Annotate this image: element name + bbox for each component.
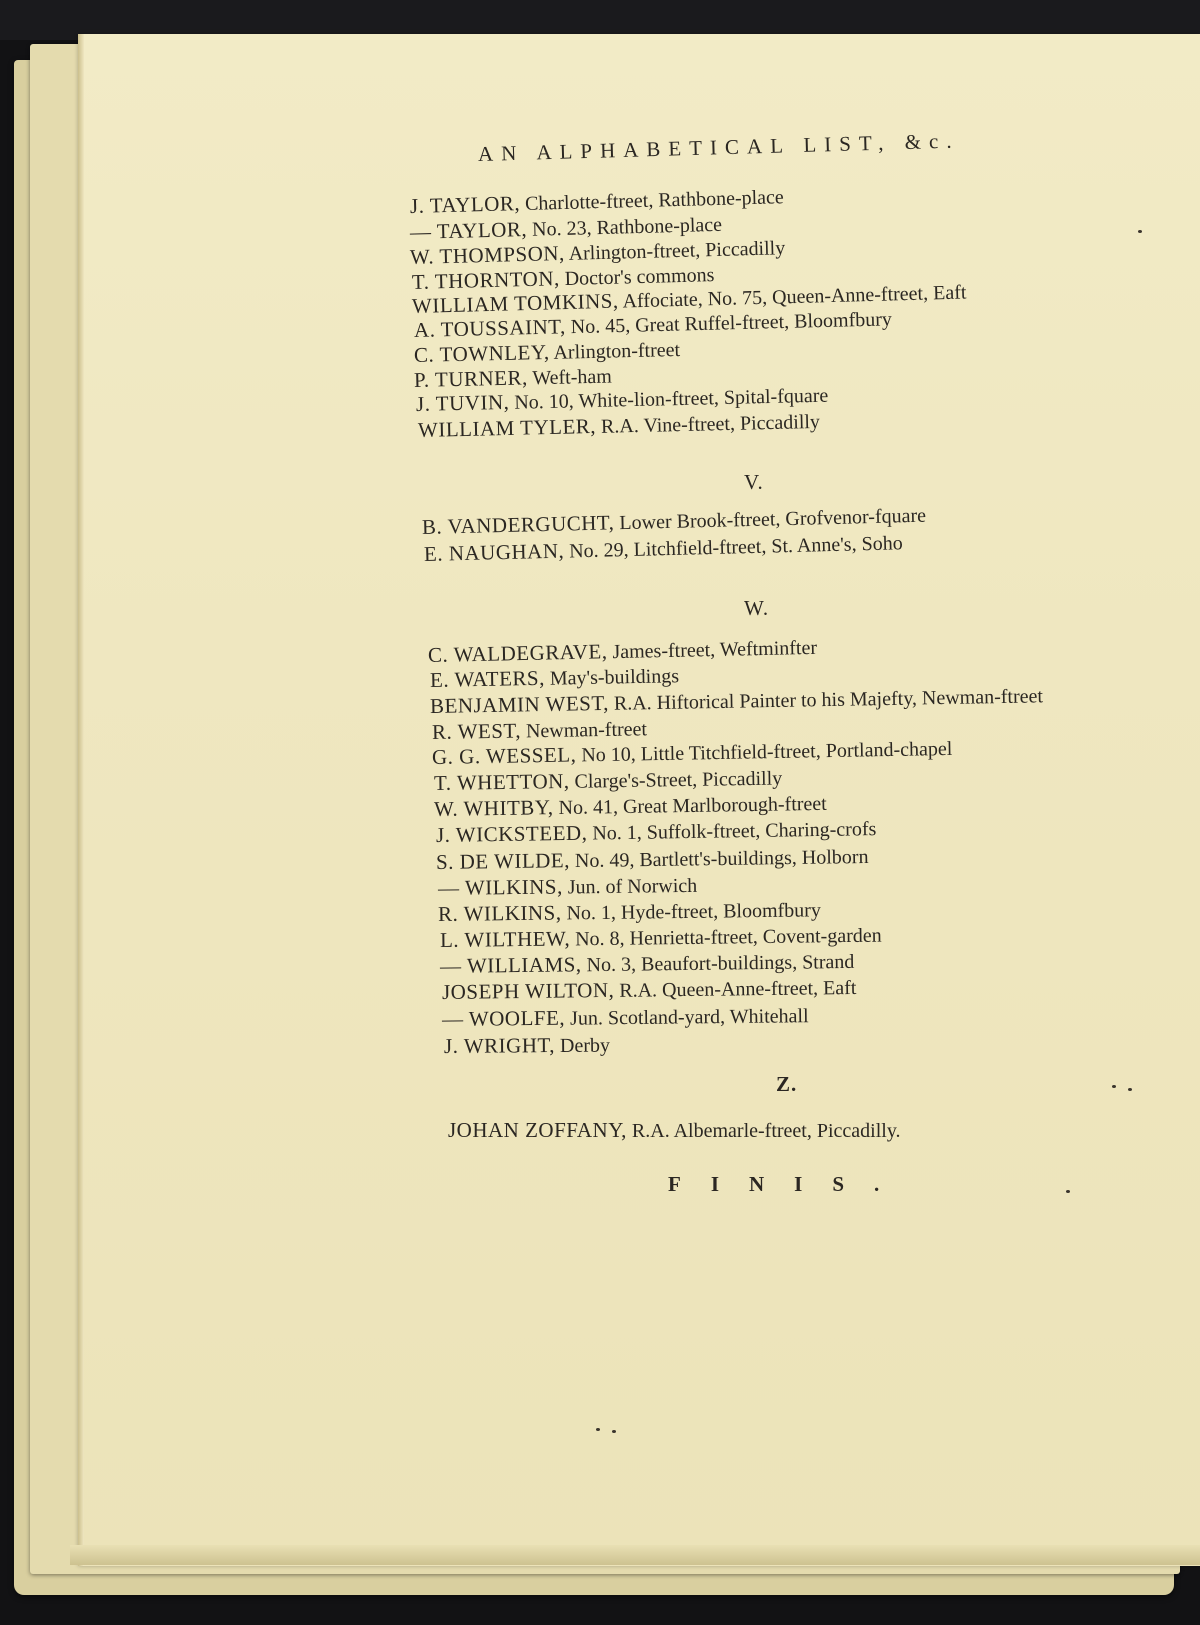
paper-speck	[1066, 1190, 1070, 1193]
entry-name: T. THORNTON,	[411, 266, 561, 294]
entry-name: S. DE WILDE,	[435, 848, 571, 874]
page-edge	[78, 34, 84, 1566]
finis-mark: FINIS.	[668, 1172, 910, 1196]
running-header: AN ALPHABETICAL LIST, &c.	[477, 128, 960, 166]
entry-name: J. TUVIN,	[415, 389, 510, 416]
entry-name: E. NAUGHAN,	[423, 538, 565, 566]
paper-speck	[596, 1428, 600, 1431]
entry-name: W. WHITBY,	[433, 795, 554, 821]
list-entry	[430, 663, 679, 693]
entry-name: — WOOLFE,	[441, 1005, 566, 1031]
entry-address: Arlington-ftreet, Piccadilly	[568, 237, 786, 265]
paper-speck	[1128, 1088, 1132, 1091]
entry-name: G. G. WESSEL,	[431, 742, 577, 769]
entry-address: Weft-ham	[532, 365, 613, 390]
list-entry	[440, 949, 855, 979]
entry-address: Charlotte-ftreet, Rathbone-place	[524, 186, 785, 215]
paper-speck	[1138, 230, 1142, 233]
entry-name: R. WILKINS,	[437, 900, 562, 926]
entry-address: Jun. of Norwich	[567, 874, 698, 899]
entry-name: — WILLIAMS,	[439, 952, 582, 978]
entry-name: — TAYLOR,	[409, 216, 528, 244]
section-letter-w: W.	[744, 596, 770, 620]
entry-name: T. WHETTON,	[433, 768, 570, 795]
entry-name: J. TAYLOR,	[409, 191, 521, 218]
paper-speck	[1112, 1085, 1116, 1088]
list-entry	[432, 716, 647, 745]
entry-name: P. TURNER,	[413, 365, 528, 392]
entry-name: A. TOUSSAINT,	[413, 314, 567, 342]
entry-name: — WILKINS,	[437, 874, 563, 900]
entry-address: Derby	[559, 1034, 611, 1057]
entry-name: L. WILTHEW,	[439, 926, 571, 952]
entry-address: No. 8, Henrietta-ftreet, Covent-garden	[575, 924, 882, 951]
list-entry	[444, 1033, 610, 1059]
entry-address: Lower Brook-ftreet, Grofvenor-fquare	[619, 504, 927, 535]
entry-name: BENJAMIN WEST,	[429, 690, 610, 718]
entry-name: JOHAN ZOFFANY,	[448, 1118, 627, 1142]
entry-name: E. WATERS,	[429, 665, 546, 692]
page-bottom-edge	[70, 1545, 1200, 1565]
entry-name: R. WEST,	[431, 718, 522, 744]
entry-address: James-ftreet, Weftminfter	[612, 636, 818, 664]
entry-address: Clarge's-Street, Piccadilly	[574, 767, 783, 793]
entry-address: R.A. Hiftorical Painter to his Majefty, Newman-ftreet	[613, 685, 1044, 715]
entry-name: C. TOWNLEY,	[413, 339, 550, 367]
list-entry	[448, 1118, 901, 1143]
entry-address: No. 41, Great Marlborough-ftreet	[558, 792, 827, 820]
entry-name: WILLIAM TYLER,	[417, 413, 597, 442]
entry-address: Newman-ftreet	[525, 718, 648, 743]
entry-name: J. WICKSTEED,	[435, 820, 588, 847]
section-letter-z: Z.	[776, 1072, 798, 1096]
entry-address: No. 49, Bartlett's-buildings, Holborn	[574, 845, 869, 873]
list-entry	[442, 975, 857, 1005]
section-letter-v: V.	[744, 470, 764, 494]
entry-address: No. 29, Litchfield-ftreet, St. Anne's, Soho	[568, 532, 903, 563]
entry-address: R.A. Albemarle-ftreet, Piccadilly.	[631, 1120, 901, 1142]
entry-name: WILLIAM TOMKINS,	[411, 288, 619, 318]
list-entry	[438, 873, 697, 901]
entry-name: W. THOMPSON,	[409, 240, 566, 269]
entry-address: Doctor's commons	[564, 264, 715, 290]
entry-name: J. WRIGHT,	[443, 1033, 556, 1058]
list-entry	[442, 1003, 809, 1032]
entry-address: No. 10, White-lion-ftreet, Spital-fquare	[514, 384, 829, 414]
entry-address: May's-buildings	[549, 665, 680, 690]
entry-address: R.A. Vine-ftreet, Piccadilly	[600, 410, 821, 438]
entry-address: No. 1, Hyde-ftreet, Bloomfbury	[566, 899, 822, 925]
list-entry	[438, 897, 821, 927]
entry-address: No 10, Little Titchfield-ftreet, Portland-chapel	[581, 737, 953, 767]
entry-name: B. VANDERGUCHT,	[421, 510, 615, 539]
entry-address: Jun. Scotland-yard, Whitehall	[569, 1005, 809, 1030]
entry-address: No. 23, Rathbone-place	[531, 213, 723, 241]
entry-address: No. 1, Suffolk-ftreet, Charing-crofs	[592, 818, 877, 845]
entry-address: Affociate, No. 75, Queen-Anne-ftreet, Eaft	[622, 281, 967, 313]
entry-address: No. 45, Great Ruffel-ftreet, Bloomfbury	[570, 308, 893, 339]
entry-address: No. 3, Beaufort-buildings, Strand	[586, 950, 855, 977]
entry-name: C. WALDEGRAVE,	[427, 639, 608, 667]
entry-address: Arlington-ftreet	[553, 338, 681, 364]
entry-address: R.A. Queen-Anne-ftreet, Eaft	[619, 976, 857, 1002]
entry-name: JOSEPH WILTON,	[441, 977, 615, 1004]
paper-speck	[612, 1430, 616, 1433]
